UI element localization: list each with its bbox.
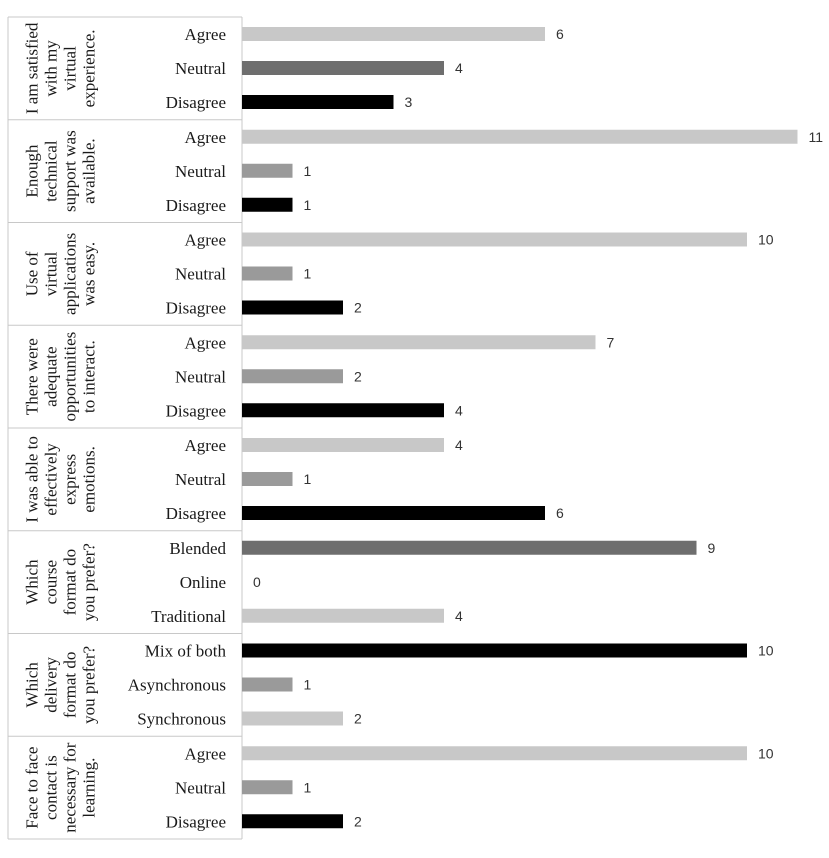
value-label: 2 [354,368,362,385]
question-label-line: virtual [60,46,80,91]
bar [242,233,747,247]
category-label: Disagree [165,401,226,421]
question-label-line: I was able to [22,436,42,523]
question-label [23,130,99,212]
value-label: 2 [354,813,362,830]
question-label-line: delivery [41,657,61,713]
value-label: 1 [303,471,312,487]
question-group-5 [23,436,565,523]
question-label-line: Enough [22,144,42,198]
value-label: 6 [556,505,564,521]
question-label-line: support was [60,130,80,212]
question-label-line: Which [22,662,42,708]
category-label: Disagree [165,298,226,318]
question-label-line: was easy. [79,241,99,306]
category-label: Agree [184,333,226,353]
question-label [23,742,99,832]
category-label: Agree [184,127,226,147]
bar [242,130,798,144]
value-label: 10 [758,231,774,248]
question-label-line: There were [22,338,42,416]
value-label: 9 [707,539,716,556]
question-group-2 [23,128,824,215]
bar [242,369,343,383]
question-label-line: virtual [41,251,61,297]
question-label-line: you prefer? [79,645,99,724]
bar [242,267,293,281]
bar [242,814,343,828]
question-label-line: contact is [41,755,61,820]
question-label-line: emotions. [79,446,99,513]
category-label: Neutral [175,59,226,78]
category-label: Blended [169,538,226,558]
category-label: Mix of both [144,641,226,661]
question-label-line: experience. [79,29,99,108]
question-label-line: Use of [22,251,42,297]
value-label: 1 [303,265,312,282]
question-label-line: course [41,559,61,605]
question-label-line: I am satisfied [22,22,42,115]
value-label: 1 [303,162,312,179]
question-label-line: learning. [79,757,99,818]
question-group-1 [23,22,565,114]
question-label-line: effectively [41,443,61,516]
value-label: 10 [758,745,774,762]
value-label: 4 [455,402,463,419]
bar [242,438,444,452]
bar [242,61,444,75]
bar [242,712,343,726]
value-label: 4 [455,60,463,76]
question-label [23,436,99,522]
question-group-4 [23,332,615,422]
bar [242,644,747,658]
bar [242,472,293,486]
value-label: 11 [808,128,824,145]
category-label: Neutral [175,778,226,798]
category-label: Agree [184,744,226,764]
question-label [23,332,99,422]
question-label-line: you prefer? [79,543,99,622]
question-label-line: necessary for [60,742,80,833]
bar [242,301,343,315]
question-group-7 [23,642,774,729]
value-label: 2 [354,710,362,727]
question-label-line: to interact. [79,340,99,413]
category-label: Agree [184,436,226,455]
question-group-8 [23,742,774,832]
question-label [23,233,99,315]
bar [242,403,444,417]
bar [242,164,293,178]
value-label: 1 [303,779,312,796]
question-label-line: format do [60,548,80,616]
category-label: Synchronous [137,709,226,729]
bar [242,95,394,109]
value-label: 3 [404,94,413,110]
category-label: Agree [184,25,226,44]
bar [242,746,747,760]
value-label: 4 [455,607,463,624]
category-label: Disagree [165,93,226,112]
category-label: Neutral [175,367,226,387]
bar [242,541,697,555]
value-label: 1 [303,676,312,693]
bar [242,335,596,349]
question-label-line: adequate [41,346,61,407]
question-label [23,22,99,114]
category-label: Online [179,572,226,592]
question-label-line: with my [41,40,61,97]
category-label: Neutral [175,161,226,181]
category-label: Neutral [175,264,226,284]
value-label: 1 [303,196,312,213]
bar [242,678,293,692]
value-label: 7 [606,334,615,351]
question-group-3 [23,231,774,318]
category-label: Asynchronous [127,675,226,695]
question-label-line: format do [60,651,80,719]
category-label: Agree [184,230,226,250]
value-label: 4 [455,437,463,453]
category-label: Disagree [165,195,226,215]
bar [242,609,444,623]
category-label: Disagree [165,812,226,832]
question-label-line: technical [41,140,61,202]
question-label-line: opportunities [60,331,80,422]
question-label [23,543,99,621]
value-label: 10 [758,642,774,659]
value-label: 6 [556,26,564,42]
bar [242,27,545,41]
category-label: Traditional [151,606,226,626]
category-label: Neutral [175,470,226,489]
category-label: Disagree [165,504,226,523]
question-label-line: available. [79,138,99,204]
value-label: 2 [354,299,362,316]
question-label-line: express [60,453,80,505]
value-label: 0 [253,573,261,590]
question-label [23,646,99,724]
bar [242,198,293,212]
question-label-line: Face to face [22,746,42,829]
question-group-6 [23,539,716,626]
question-label-line: applications [60,232,80,315]
bar [242,506,545,520]
bar [242,780,293,794]
question-label-line: Which [22,559,42,605]
